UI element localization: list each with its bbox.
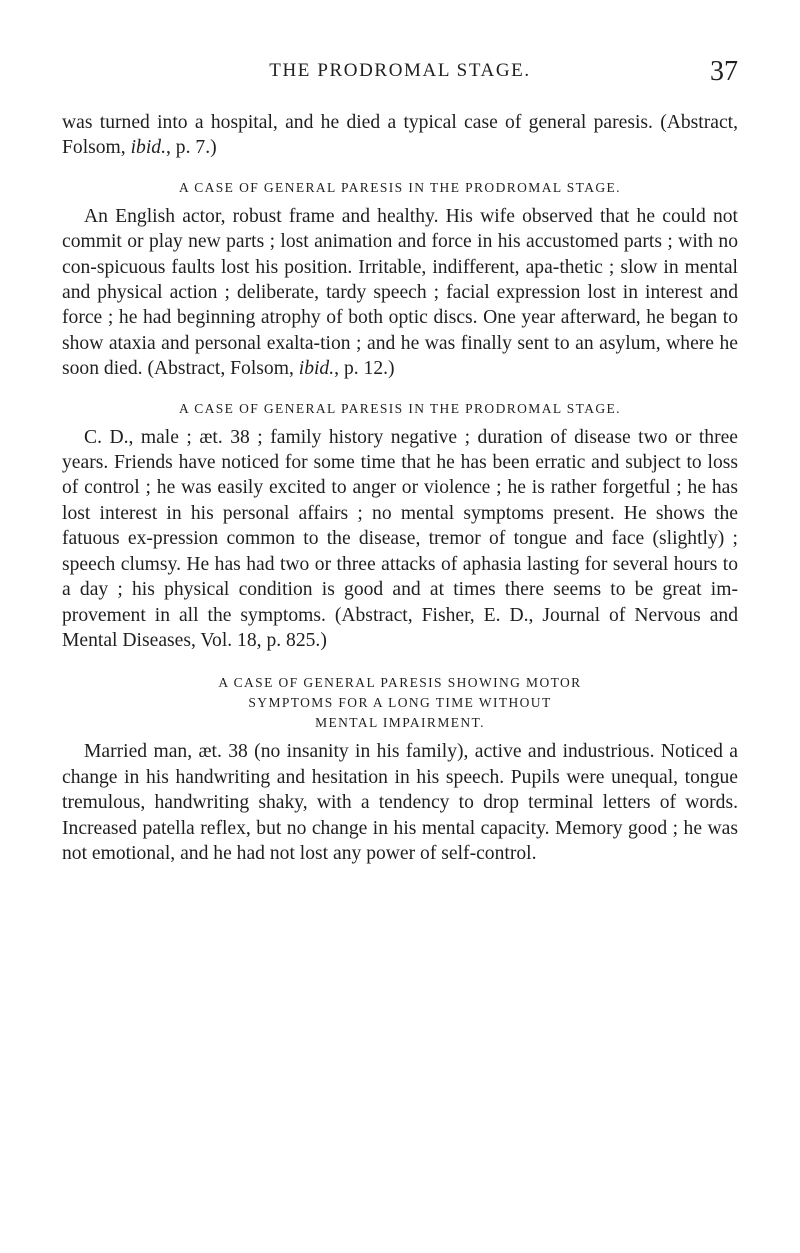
section-heading-motor-symptoms: [62, 673, 738, 733]
case-citation-end-english-actor: , p. 12.): [334, 358, 395, 380]
page-number: 37: [710, 56, 738, 87]
section-heading-cd-male: A CASE OF GENERAL PARESIS IN THE PRODROMAL STAGE.: [179, 400, 621, 416]
case-paragraph-cd-male: C. D., male ; æt. 38 ; family history negative ; duration of disease two or three years. Friends have noticed for some time that he has been erratic and subject to loss of control ; he was easily excited to anger or violence ; he is rather forgetful ; he has lost interest in his personal affairs ; no mental symptoms present. He shows the fatuous ex-pression common to the disease, tremor of tongue and face (slightly) ; speech clumsy. He has had two or three attacks of aphasia lasting for several hours to a day ; his physical condition is good and at times there seems to be great im-provement in all the symptoms. (Abstract, Fisher, E. D., Journal of Nervous and Mental Diseases, Vol. 18, p. 825.): [62, 426, 738, 651]
continuation-paragraph: [62, 110, 738, 161]
heading-line-2: SYMPTOMS FOR A LONG TIME WITHOUT: [248, 695, 552, 711]
continuation-citation-end: , p. 7.): [166, 137, 217, 159]
page-content: [62, 110, 738, 866]
running-head: [0, 58, 800, 88]
case-text-english-actor: An English actor, robust frame and healthy. His wife observed that he could not commit or play new parts ; lost animation and force in his accustomed parts ; with no con-spicuous faults lost his position. Irritable, indifferent, apa-thetic ; slow in mental and physical action ; deliberate, tardy speech ; facial expression lost in interest and force ; he had beginning atrophy of both optic discs. One year afterward, he began to show ataxia and personal exalta-tion ; and he was finally sent to an asylum, where he soon died. (Abstract, Folsom,: [62, 205, 738, 380]
heading-line-1: A CASE OF GENERAL PARESIS SHOWING MOTOR: [218, 675, 582, 691]
case-paragraph-married-man: Married man, æt. 38 (no insanity in his family), active and industrious. Noticed a change in his handwriting and hesitation in his speech. Pupils were unequal, tongue tremulous, handwriting shaky, with a tendency to drop terminal letters of words. Increased patella reflex, but no change in his mental capacity. Memory good ; he was not emotional, and he had not lost any power of self-control.: [62, 741, 738, 864]
continuation-text: was turned into a hospital, and he died a typical case of general paresis. (Abstract, Folsom,: [62, 112, 738, 159]
heading-line-3: MENTAL IMPAIRMENT.: [315, 715, 485, 731]
case-ibid-english-actor: ibid.: [298, 358, 335, 380]
section-heading-english-actor: A CASE OF GENERAL PARESIS IN THE PRODROMAL STAGE.: [179, 179, 621, 195]
continuation-ibid: ibid.: [130, 137, 166, 159]
case-paragraph-english-actor: [62, 204, 738, 382]
running-title: THE PRODROMAL STAGE.: [269, 60, 531, 81]
